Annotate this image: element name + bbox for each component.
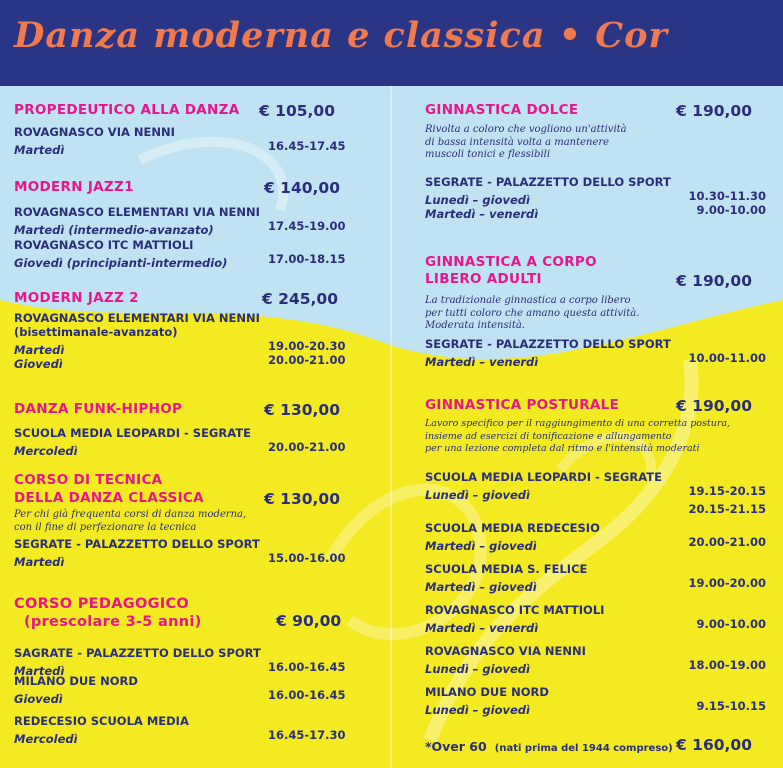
- schedule-time: 19.15-20.15: [688, 483, 766, 498]
- schedule-day: Martedì: [14, 664, 65, 678]
- course-description: Moderata intensità.: [425, 320, 525, 331]
- course-price: € 130,00: [264, 401, 340, 419]
- location: ROVAGNASCO ITC MATTIOLI: [425, 602, 605, 617]
- schedule-day: Martedì: [14, 555, 65, 569]
- over-60-note: (nati prima del 1944 compreso): [494, 743, 673, 754]
- right-column: [425, 103, 770, 763]
- location: SCUOLA MEDIA S. FELICE: [425, 561, 588, 576]
- schedule-day: Giovedì: [14, 357, 63, 371]
- course-description: insieme ad esercizi di tonificazione e allungamento: [425, 430, 672, 442]
- course-price: € 130,00: [264, 490, 340, 508]
- brochure-header: [0, 0, 783, 86]
- course-title: GINNASTICA POSTURALE: [425, 397, 620, 413]
- schedule-day: Martedì – venerdì: [425, 206, 539, 221]
- location: ROVAGNASCO ITC MATTIOLI: [14, 238, 194, 252]
- schedule-time: 9.15-10.15: [696, 698, 766, 713]
- schedule-time: 16.45-17.45: [268, 139, 346, 153]
- schedule-time: 9.00-10.00: [696, 202, 766, 217]
- fold-line: [390, 86, 392, 768]
- course-title: CORSO DI TECNICA: [14, 472, 163, 488]
- location: MILANO DUE NORD: [14, 674, 138, 688]
- course-price: € 105,00: [259, 102, 335, 120]
- course-price: € 140,00: [264, 179, 340, 197]
- schedule-day: Giovedì: [14, 692, 63, 706]
- location: SCUOLA MEDIA LEOPARDI - SEGRATE: [14, 426, 251, 440]
- over-60-amount: € 160,00: [676, 736, 752, 754]
- course-price: € 190,00: [676, 272, 752, 290]
- schedule-time: 20.00-21.00: [268, 440, 346, 454]
- schedule-day: Martedì – venerdì: [425, 620, 539, 635]
- schedule-day: Mercoledì: [14, 732, 78, 746]
- location: MILANO DUE NORD: [425, 684, 549, 699]
- course-description: per tutti coloro che amano questa attività.: [425, 307, 640, 319]
- schedule-day: Martedì – giovedì: [425, 579, 537, 594]
- course-title: DANZA FUNK-HIPHOP: [14, 401, 183, 417]
- course-description: La tradizionale ginnastica a corpo libero: [425, 295, 631, 306]
- location: SEGRATE - PALAZZETTO DELLO SPORT: [14, 537, 260, 551]
- schedule-time: 19.00-20.00: [688, 575, 766, 590]
- over-60-price: [425, 736, 770, 756]
- course-title-line2: LIBERO ADULTI: [425, 271, 542, 287]
- location: SCUOLA MEDIA REDECESIO: [425, 520, 600, 535]
- over-60-label: *Over 60: [425, 739, 487, 754]
- schedule-time: 18.00-19.00: [688, 657, 766, 672]
- location: SEGRATE - PALAZZETTO DELLO SPORT: [425, 336, 671, 351]
- schedule-time: 9.00-10.00: [696, 616, 766, 631]
- schedule-time: 19.00-20.30: [268, 339, 346, 353]
- location: SAGRATE - PALAZZETTO DELLO SPORT: [14, 646, 261, 660]
- schedule-time: 15.00-16.00: [268, 551, 346, 565]
- schedule-time: 10.30-11.30: [688, 188, 766, 203]
- schedule-day: Martedì – venerdì: [425, 354, 539, 369]
- location: ROVAGNASCO ELEMENTARI VIA NENNI: [14, 205, 260, 219]
- course-title: CORSO PEDAGOGICO: [14, 596, 190, 612]
- course-note: (bisettimanale-avanzato): [14, 325, 178, 339]
- schedule-time: 20.00-21.00: [268, 353, 346, 367]
- left-column: [14, 103, 354, 763]
- course-description: per una lezione completa dal ritmo e l'intensità moderati: [425, 443, 700, 454]
- schedule-day: Martedì – giovedì: [425, 538, 537, 553]
- schedule-day: Mercoledì: [14, 444, 78, 458]
- schedule-day: Martedì (intermedio-avanzato): [14, 223, 214, 237]
- schedule-time: 20.15-21.15: [688, 501, 766, 516]
- schedule-day: Giovedì (principianti-intermedio): [14, 256, 228, 270]
- course-description: muscoli tonici e flessibili: [425, 149, 551, 160]
- course-description: di bassa intensità volta a mantenere: [425, 136, 610, 148]
- course-title: MODERN JAZZ1: [14, 179, 134, 195]
- course-price: € 245,00: [262, 290, 338, 308]
- schedule-day: Lunedì – giovedì: [425, 661, 530, 676]
- location: ROVAGNASCO VIA NENNI: [425, 643, 586, 658]
- schedule-day: Lunedì – giovedì: [425, 487, 530, 502]
- course-description: con il fine di perfezionare la tecnica: [14, 521, 197, 533]
- schedule-day: Lunedì – giovedì: [425, 192, 530, 207]
- course-description: Rivolta a coloro che vogliono un'attività: [425, 124, 627, 135]
- schedule-time: 16.00-16.45: [268, 660, 346, 674]
- course-title: GINNASTICA A CORPO: [425, 254, 597, 270]
- location: REDECESIO SCUOLA MEDIA: [14, 714, 189, 728]
- location: ROVAGNASCO ELEMENTARI VIA NENNI: [14, 311, 260, 325]
- course-title-line2: DELLA DANZA CLASSICA: [14, 490, 204, 506]
- course-title-line2: (prescolare 3-5 anni): [24, 614, 202, 630]
- schedule-time: 16.45-17.30: [268, 728, 346, 742]
- schedule-time: 20.00-21.00: [688, 534, 766, 549]
- location: SEGRATE - PALAZZETTO DELLO SPORT: [425, 174, 671, 189]
- course-title: MODERN JAZZ 2: [14, 290, 139, 306]
- schedule-time: 17.45-19.00: [268, 219, 346, 233]
- schedule-time: 17.00-18.15: [268, 252, 346, 266]
- schedule-day: Lunedì – giovedì: [425, 702, 530, 717]
- course-description: Lavoro specifico per il raggiungimento di una corretta postura,: [425, 418, 731, 429]
- schedule-time: 10.00-11.00: [688, 350, 766, 365]
- course-price: € 90,00: [276, 612, 342, 630]
- schedule-time: 16.00-16.45: [268, 688, 346, 702]
- course-title: PROPEDEUTICO ALLA DANZA: [14, 102, 240, 118]
- schedule-day: Martedì: [14, 143, 65, 157]
- course-description: Per chi già frequenta corsi di danza moderna,: [14, 509, 247, 520]
- header-title: Danza moderna e classica • Cor: [14, 15, 668, 56]
- schedule-day: Martedì: [14, 343, 65, 357]
- location: ROVAGNASCO VIA NENNI: [14, 125, 175, 139]
- course-price: € 190,00: [676, 397, 752, 415]
- course-price: € 190,00: [676, 102, 752, 120]
- location: SCUOLA MEDIA LEOPARDI - SEGRATE: [425, 469, 662, 484]
- course-title: GINNASTICA DOLCE: [425, 102, 579, 118]
